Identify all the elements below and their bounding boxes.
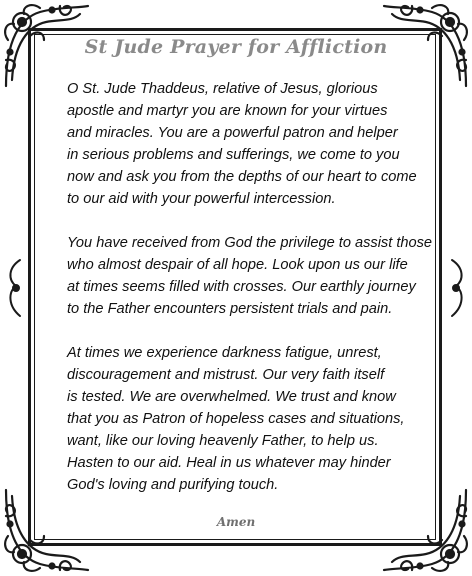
prayer-title: St Jude Prayer for Affliction (84, 36, 388, 58)
prayer-paragraph-3: At times we experience darkness fatigue, unrest, discouragement and mistrust. Our very faith itself is tested. We are overwhelmed. We trust and know that you as Patron of hopeless cases and situations, want, like our loving heavenly Father, to help us. Hasten to our aid. Heal in us whatever may hinder God's loving and purifying touch. (67, 345, 405, 493)
side-flourish-left-icon (4, 258, 24, 318)
prayer-closing: Amen (216, 515, 256, 529)
prayer-paragraph-1: O St. Jude Thaddeus, relative of Jesus, glorious apostle and martyr you are known for your virtues and miracles. You are a powerful patron and helper in serious problems and sufferings, we come to you now and ask you from the depths of our heart to come to our aid with your powerful intercession. (67, 81, 417, 207)
side-flourish-right-icon (448, 258, 468, 318)
prayer-body (67, 78, 439, 518)
prayer-paragraph-2: You have received from God the privilege to assist those who almost despair of all hope. Look upon us our life at times seems filled with crosses. Our earthly journey to the Father encounters persistent trials and pain. (67, 235, 433, 317)
